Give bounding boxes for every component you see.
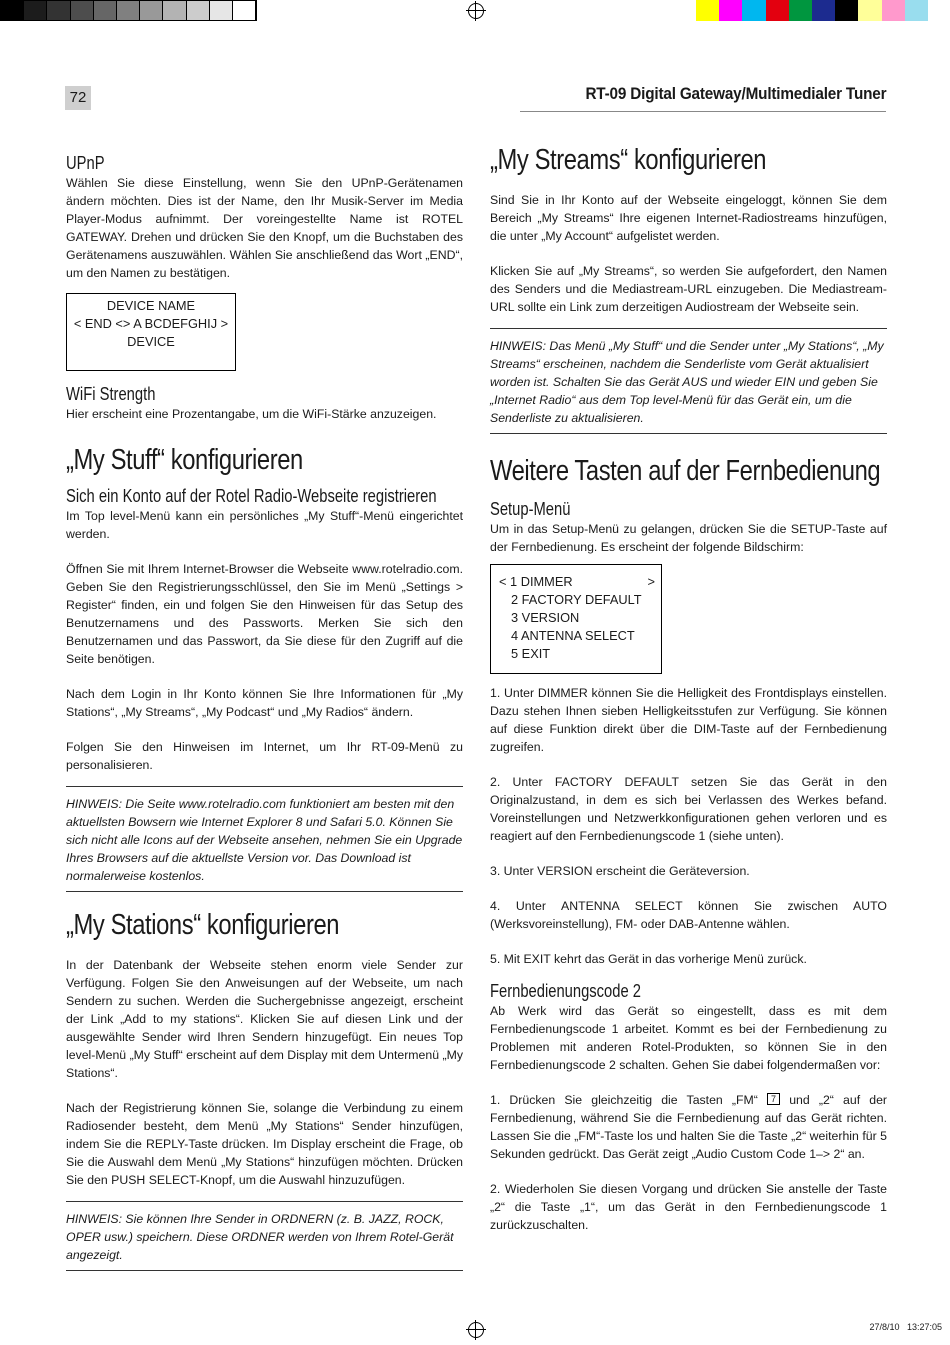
gray-step [140, 1, 163, 20]
setup-item-4: 4. Unter ANTENNA SELECT können Sie zwischen AUTO (Werksvoreinstellung), FM- oder DAB-Antenne wählen. [490, 899, 887, 931]
device-box-line: DEVICE [127, 334, 175, 349]
code2-text-3: 2. Wiederholen Sie diesen Vorgang und drücken Sie anstelle der Taste „2“ die Taste „1“, um das Gerät in den Fernbedienungscode 1 zurückzuschalten. [490, 1182, 887, 1232]
gray-calibration-bar [0, 0, 257, 21]
device-name-display [66, 293, 236, 371]
upnp-text: Wählen Sie diese Einstellung, wenn Sie den UPnP-Gerätenamen ändern möchten. Dies ist der Name, den Ihr Musik-Server im Media Player-Modus aufnimmt. Der voreingestellte Name ist ROTEL GATEWAY. Drehen und drücken Sie den Knopf, um die Buchstaben des Gerätenamens auszuwählen. Wählen Sie anschließend das Wort „END“, um den Namen zu bestätigen. [66, 176, 463, 280]
color-step [789, 0, 812, 21]
color-step [835, 0, 858, 21]
gray-step [210, 1, 233, 20]
wifi-text: Hier erscheint eine Prozentangabe, um die WiFi-Stärke anzuzeigen. [66, 407, 437, 421]
fm-key-number: 7 [767, 1093, 780, 1105]
my-streams-heading: „My Streams“ konfigurieren [490, 144, 767, 176]
device-box-line: < END <> A BCDEFGHIJ > [73, 316, 229, 331]
color-step [812, 0, 835, 21]
account-text-4: Folgen Sie den Hinweisen im Internet, um Ihr RT-09-Menü zu personalisieren. [66, 740, 463, 772]
gray-step [94, 1, 117, 20]
setup-item-3: 3. Unter VERSION erscheint die Geräteversion. [490, 864, 750, 878]
remote-code-2-heading: Fernbedienungscode 2 [490, 981, 641, 1001]
color-calibration-bar [696, 0, 928, 21]
color-step [905, 0, 928, 21]
streams-note: HINWEIS: Das Menü „My Stuff“ und die Sender unter „My Stations“, „My Streams“ erscheinen, nachdem die Senderliste vom Gerät aktualisiert worden ist. Schalten Sie das Gerät AUS und wieder EIN und geben Sie „Internet Radio“ aus dem Top level-Menü für das Gerät ein, um die Senderliste zu aktualisieren. [490, 328, 887, 434]
color-step [858, 0, 881, 21]
gray-step [1, 1, 24, 20]
registration-mark-bottom [468, 1322, 484, 1338]
wifi-heading: WiFi Strength [66, 384, 156, 404]
color-step [882, 0, 905, 21]
header-rule [520, 111, 886, 112]
account-text-3: Nach dem Login in Ihr Konto können Sie Ihre Informationen für „My Stations“, „My Streams“, „My Podcast“ und „My Radios“ ändern. [66, 687, 463, 719]
my-stuff-heading: „My Stuff“ konfigurieren [66, 444, 303, 476]
color-step [742, 0, 765, 21]
setup-box-line: < 1 DIMMER [499, 574, 573, 589]
streams-text-2: Klicken Sie auf „My Streams“, so werden Sie aufgefordert, den Namen des Senders und die Mediastream-URL einzugeben. Die Mediastream-URL sollte ein Link zum derzeitigen Audiostream der Webseite sein. [490, 264, 887, 314]
document-title: RT-09 Digital Gateway/Multimedialer Tuner [585, 84, 886, 103]
code2-text-2 [490, 1091, 887, 1163]
my-stations-heading: „My Stations“ konfigurieren [66, 909, 340, 941]
color-step [766, 0, 789, 21]
color-step [696, 0, 719, 21]
left-column [66, 152, 463, 1271]
gray-step [163, 1, 186, 20]
setup-item-5: 5. Mit EXIT kehrt das Gerät in das vorherige Menü zurück. [490, 952, 807, 966]
setup-item-2: 2. Unter FACTORY DEFAULT setzen Sie das Gerät in den Originalzustand, in dem es sich bei Verlassen des Werkes befand. Voreinstellungen und Netzwerkkonfigurationen gehen verloren und es reagiert auf den Fernbedienungscode 1 (siehe unten). [490, 775, 887, 843]
account-text-2: Öffnen Sie mit Ihrem Internet-Browser die Webseite www.rotelradio.com. Geben Sie den Registrierungsschlüssel, den Sie im Menü „Settings > Register“ finden, ein und folgen Sie den Hinweisen für das Setup des Benutzernamens und des Passworts. Merken Sie sich den Benutzernamen und das Passwort, da Sie diese für den Zugriff auf die Seite benötigen. [66, 562, 463, 666]
print-timestamp: 27/8/10 13:27:05 [869, 1322, 942, 1332]
gray-step [24, 1, 47, 20]
page-number: 72 [65, 86, 91, 110]
gray-step [187, 1, 210, 20]
stations-text-1: In der Datenbank der Webseite stehen enorm viele Sender zur Verfügung. Folgen Sie den Anweisungen auf der Webseite, um nach Sendern zu suchen. Werden die Suchergebnisse angezeigt, erscheint der Link „Add to my stations“. Klicken Sie auf diesen Link und der ausgewählte Sender wird Ihren Sendern hinzugefügt. Ein neues Top level-Menü „My Stuff“ erscheint auf dem Display mit dem Untermenü „My Stations“. [66, 958, 463, 1080]
code2-text-2a: 1. Drücken Sie gleichzeitig die Tasten „FM“ [490, 1093, 758, 1107]
gray-step [233, 1, 256, 20]
gray-step [71, 1, 94, 20]
setup-box-line: 4 ANTENNA SELECT [511, 628, 635, 643]
setup-box-line: 2 FACTORY DEFAULT [511, 592, 642, 607]
setup-box-line: 5 EXIT [511, 646, 551, 661]
setup-text: Um in das Setup-Menü zu gelangen, drücken Sie die SETUP-Taste auf der Fernbedienung. Es erscheint der folgende Bildschirm: [490, 522, 887, 554]
account-heading: Sich ein Konto auf der Rotel Radio-Webseite registrieren [66, 486, 437, 506]
setup-item-1: 1. Unter DIMMER können Sie die Helligkeit des Frontdisplays einstellen. Dazu stehen Ihnen sieben Helligkeitsstufen zur Verfügung. Sie können auf diese Funktion direkt über die DIM-Taste auf der Fernbedienung zugreifen. [490, 686, 887, 754]
remote-keys-heading: Weitere Tasten auf der Fernbedienung [490, 455, 881, 487]
setup-menu-heading: Setup-Menü [490, 499, 571, 519]
folders-note: HINWEIS: Sie können Ihre Sender in ORDNERN (z. B. JAZZ, ROCK, OPER usw.) speichern. Diese ORDNER werden von Ihrem Rotel-Gerät angezeigt. [66, 1201, 463, 1271]
browser-note: HINWEIS: Die Seite www.rotelradio.com funktioniert am besten mit den aktuellsten Bowsern wie Internet Explorer 8 und Safari 5.0. Können Sie sich nicht alle Icons auf der Webseite ansehen, nehmen Sie ein Upgrade Ihres Browsers auf die aktuellste Version vor. Das Download ist normalerweise kostenlos. [66, 786, 463, 892]
account-text-1: Im Top level-Menü kann ein persönliches „My Stuff“-Menü eingerichtet werden. [66, 509, 463, 541]
setup-menu-display [490, 564, 662, 674]
code2-text-1: Ab Werk wird das Gerät so eingestellt, dass es mit dem Fernbedienungscode 1 arbeitet. Kommt es bei der Fernbedienung zu Problemen mit anderen Rotel-Produkten, so können Sie in den Fernbedienungscode 2 schalten. Gehen Sie dabei folgendermaßen vor: [490, 1004, 887, 1072]
color-step [719, 0, 742, 21]
device-box-line: DEVICE NAME [106, 298, 196, 313]
setup-box-line: 3 VERSION [511, 610, 580, 625]
upnp-heading: UPnP [66, 153, 105, 173]
gray-step [117, 1, 140, 20]
setup-box-arrow: > [647, 574, 655, 589]
gray-step [47, 1, 70, 20]
right-column [490, 143, 887, 1251]
registration-mark-top [468, 3, 484, 19]
code2-text-2b: und „2“ auf der Fernbedienung, während Sie die Fernbedienung auf das Gerät richten. Lassen Sie die „FM“-Taste los und halten Sie die Taste „2“ weiterhin für 5 Sekunden gedrückt. Das Gerät zeigt „Audio Custom Code 1–> 2“ an. [490, 1093, 888, 1161]
stations-text-2: Nach der Registrierung können Sie, solange die Verbindung zu einem Radiosender besteht, dem Menü „My Stations“ Sender hinzufügen, indem Sie die REPLY-Taste drücken. Im Display erscheint die Frage, ob Sie die Auswahl dem Menü „My Stations“ hinzufügen möchten. Drücken Sie den PUSH SELECT-Knopf, um die Auswahl hinzuzufügen. [66, 1101, 463, 1187]
streams-text-1: Sind Sie in Ihr Konto auf der Webseite eingeloggt, können Sie dem Bereich „My Streams“ Ihre eigenen Internet-Radiostreams hinzufügen, die unter „My Account“ aufgelistet werden. [490, 193, 887, 243]
